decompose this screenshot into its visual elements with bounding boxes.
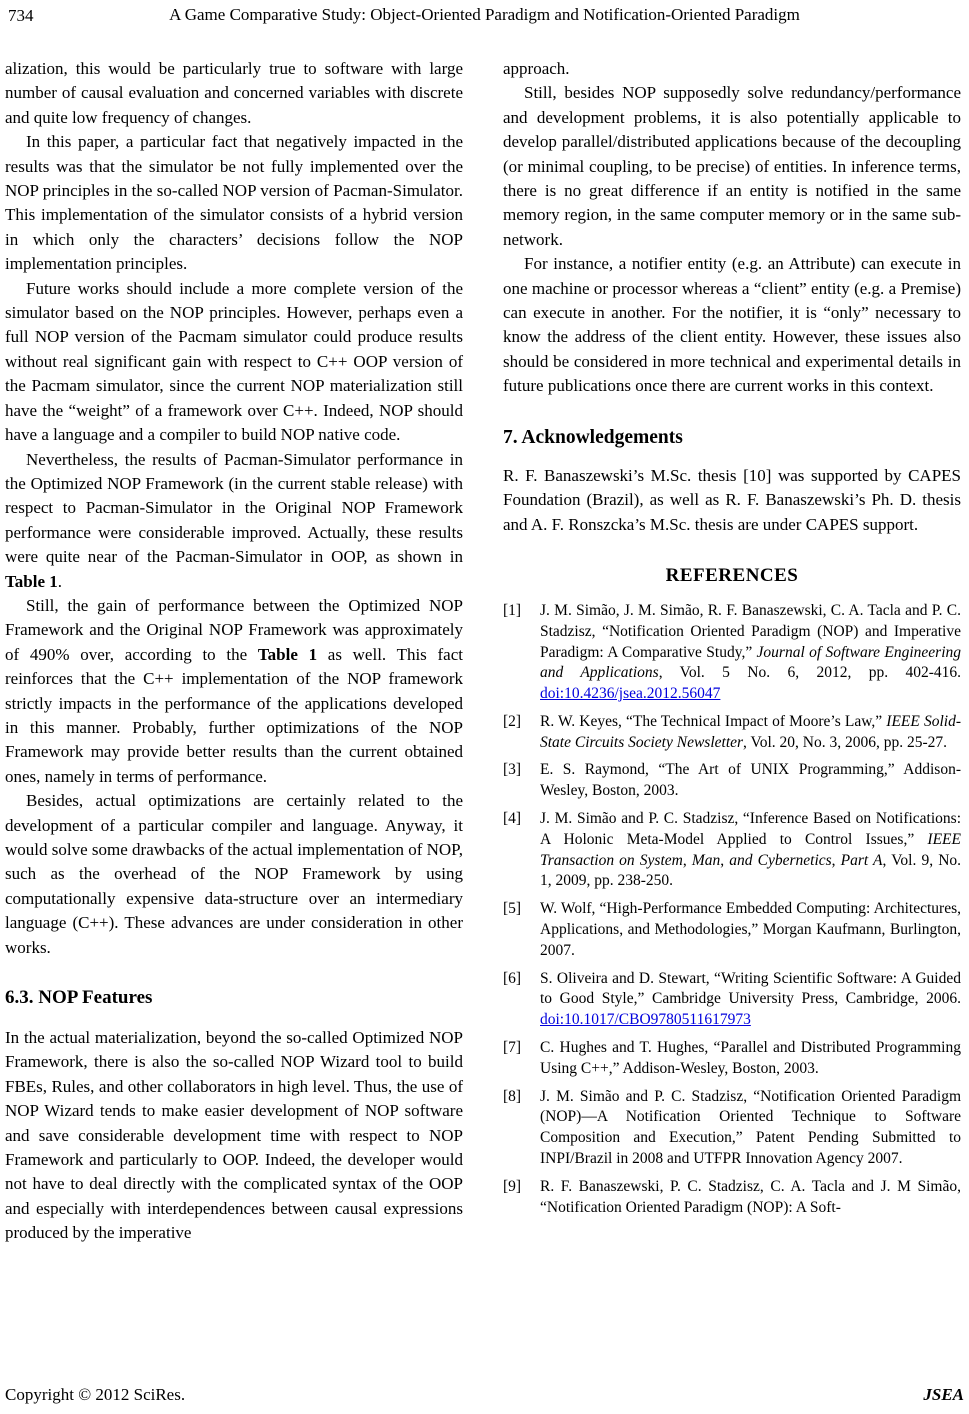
reference-item <box>503 1087 961 1170</box>
text-run: Still, the gain of performance between the Optimized NOP Framework and the Original NOP Framework was approximately of 490% over, according to the <box>5 595 463 664</box>
text-run: In this paper, a particular fact that negatively impacted in the results was that the simulator be not fully implemented over the NOP principles in the so-called NOP version of Pacman-Simulator. This implementation of the simulator consists of a hybrid version in which only the characters’ decisions follow the NOP implementation principles. <box>5 132 463 274</box>
text-run: , Vol. 20, No. 3, 2006, pp. 25-27. <box>743 733 947 751</box>
italic-text: and Cybernetics <box>729 851 832 869</box>
text-run: Besides, actual optimizations are certainly related to the development of a particular compiler and language. Anyway, it would solve some drawbacks of the actual implementation of NOP, such as the overhead of the NOP Framework by using computationally expensive data-structure over an intermediary language (C++). These advances are under consideration in other works. <box>5 791 463 957</box>
section-heading: 7. Acknowledgements <box>503 426 683 448</box>
paragraph <box>5 448 463 594</box>
section-heading: 6.3. NOP Features <box>5 987 153 1009</box>
reference-label: [3] <box>503 761 522 779</box>
left-column <box>5 57 463 1246</box>
italic-text: IEEE Transaction on System <box>540 830 961 869</box>
reference-item <box>503 712 961 754</box>
paragraph <box>503 81 961 252</box>
text-run: C. Hughes and T. Hughes, “Parallel and Distributed Programming Using C++,” Addison-Wesley, Boston, 2003. <box>540 1039 961 1077</box>
text-run: as well. This fact reinforces that the C++ implementation of the NOP framework strictly impacts in the performance of the applications developed in this manner. Probably, further optimizations of the NOP Framework may provide better results than the current obtained ones, namely in terms of performance. <box>5 644 463 786</box>
journal-abbreviation: JSEA <box>923 1385 964 1404</box>
text-run: , Vol. 9, No. 1, 2009, pp. 238-250. <box>540 851 962 890</box>
reference-label: [7] <box>503 1039 522 1057</box>
text-run: alization, this would be particularly true to software with large number of causal evaluation and concerned variables with discrete and quite low frequency of changes. <box>5 59 463 127</box>
text-run: Nevertheless, the results of Pacman-Simulator performance in the Optimized NOP Framework (in the current stable release) with respect to Pacman-Simulator in the Original NOP Framework performance were considerable improved. Actually, these results were quite near of the Pacman-Simulator in OOP, as shown in <box>5 449 463 567</box>
paragraph <box>5 594 463 789</box>
paragraph <box>503 252 961 398</box>
reference-item <box>503 969 961 1031</box>
text-run: J. M. Simão and P. C. Stadzisz, “Notification Oriented Paradigm (NOP)—A Notification Oriented Technique to Software Composition and Execution,” Patent Pending Submitted to INPI/Brazil in 2008 and UTFPR Innovation Agency 2007. <box>540 1087 961 1168</box>
copyright-notice: Copyright © 2012 SciRes. <box>5 1385 186 1404</box>
paragraph <box>503 464 961 537</box>
italic-text: Journal of Software Engineering and Applications <box>540 643 961 682</box>
text-run: R. F. Banaszewski, P. C. Stadzisz, C. A. Tacla and J. M Simão, “Notification Oriented Paradigm (NOP): A Soft- <box>540 1177 961 1216</box>
italic-text: Part A <box>840 851 883 869</box>
paragraph <box>5 789 463 960</box>
two-column-content <box>5 57 964 1246</box>
reference-label: [4] <box>503 810 522 828</box>
right-column <box>503 57 961 1225</box>
text-run: R. W. Keyes, “The Technical Impact of Moore’s Law,” <box>540 712 887 730</box>
bold-text: Table 1 <box>5 571 58 591</box>
page-number: 734 <box>8 6 34 25</box>
reference-item <box>503 899 961 961</box>
text-run: Still, besides NOP supposedly solve redundancy/performance and development problems, it is also potentially applicable to develop parallel/distributed applications because of the decoupling (or minimal coupling, to be precise) of entities. In inference terms, there is no great difference if an entity is notified in the same memory region, in the same computer memory or in the same sub-network. <box>503 83 961 249</box>
page-footer <box>5 1385 964 1409</box>
reference-label: [6] <box>503 969 522 987</box>
text-run: Future works should include a more complete version of the simulator based on the NOP principles. However, perhaps even a full NOP version of the Pacmam simulator could produce results without real significant gain with respect to C++ OOP version of the Pacmam simulator, since the current NOP materialization still have the “weight” of a framework over C++. Indeed, NOP should have a language and a compiler to build NOP native code. <box>5 278 463 445</box>
text-run: . <box>57 571 63 591</box>
text-run: S. Oliveira and D. Stewart, “Writing Scientific Software: A Guided to Good Style,” Cambridge University Press, Cambridge, 2006. <box>540 969 961 1008</box>
reference-item <box>503 1177 961 1219</box>
paragraph <box>5 130 463 276</box>
reference-label: [9] <box>503 1177 522 1195</box>
bold-text: Table 1 <box>257 644 318 664</box>
text-run: , <box>682 851 692 869</box>
reference-label: [5] <box>503 900 522 918</box>
text-run: , <box>831 851 841 869</box>
reference-item <box>503 601 961 705</box>
page-header <box>0 5 969 31</box>
reference-label: [8] <box>503 1087 522 1105</box>
running-title: A Game Comparative Study: Object-Oriented Paradigm and Notification-Oriented Paradigm <box>169 5 800 24</box>
reference-label: [1] <box>503 601 522 619</box>
text-run: In the actual materialization, beyond the so-called Optimized NOP Framework, there is also the so-called NOP Wizard tool to build FBEs, Rules, and other collaborators in high level. Thus, the use of NOP Wizard tends to make easier development of NOP software and save considerable development time with respect to NOP Framework and particularly to OOP. Indeed, the developer would not have to deal directly with the complicated syntax of the OOP and especially with interdependences between causal expressions produced by the imperative <box>5 1028 463 1243</box>
italic-text: Man <box>691 851 721 869</box>
reference-label: [2] <box>503 712 522 730</box>
reference-item <box>503 760 961 802</box>
text-run: E. S. Raymond, “The Art of UNIX Programming,” Addison-Wesley, Boston, 2003. <box>540 761 961 800</box>
section-heading: REFERENCES <box>665 564 799 586</box>
reference-item <box>503 1038 961 1080</box>
paragraph <box>5 57 463 130</box>
text-run: , Vol. 5 No. 6, 2012, pp. 402-416. <box>658 664 962 682</box>
doi-link[interactable]: doi:10.4236/jsea.2012.56047 <box>540 685 721 703</box>
text-run: , <box>720 851 730 869</box>
text-run: For instance, a notifier entity (e.g. an Attribute) can execute in one machine or processor whereas a “client” entity (e.g. a Premise) can execute in another. For the notifier, it is “only” necessary to know the address of the client entity. However, these issues also should be considered in more technical and experimental details in future publications once there are current works in this context. <box>503 254 961 396</box>
reference-item <box>503 809 961 892</box>
text-run: W. Wolf, “High-Performance Embedded Computing: Architectures, Applications, and Methodologies,” Morgan Kaufmann, Burlington, 2007. <box>540 900 961 959</box>
text-run: J. M. Simão, J. M. Simão, R. F. Banaszewski, C. A. Tacla and P. C. Stadzisz, “Notification Oriented Paradigm (NOP) and Imperative Paradigm: A Comparative Study,” <box>540 601 961 661</box>
italic-text: IEEE Solid-State Circuits Society Newsletter <box>540 712 961 751</box>
paragraph <box>503 57 961 81</box>
text-run: approach. <box>503 59 570 78</box>
text-run: R. F. Banaszewski’s M.Sc. thesis [10] was supported by CAPES Foundation (Brazil), as well as R. F. Banaszewski’s Ph. D. thesis and A. F. Ronszcka’s M.Sc. thesis are under CAPES support. <box>503 465 961 534</box>
paragraph <box>5 1026 463 1246</box>
text-run: J. M. Simão and P. C. Stadzisz, “Inference Based on Notifications: A Holonic Meta-Model Applied to Control Issues,” <box>540 810 961 848</box>
doi-link[interactable]: doi:10.1017/CBO9780511617973 <box>540 1011 751 1029</box>
paragraph <box>5 277 463 448</box>
